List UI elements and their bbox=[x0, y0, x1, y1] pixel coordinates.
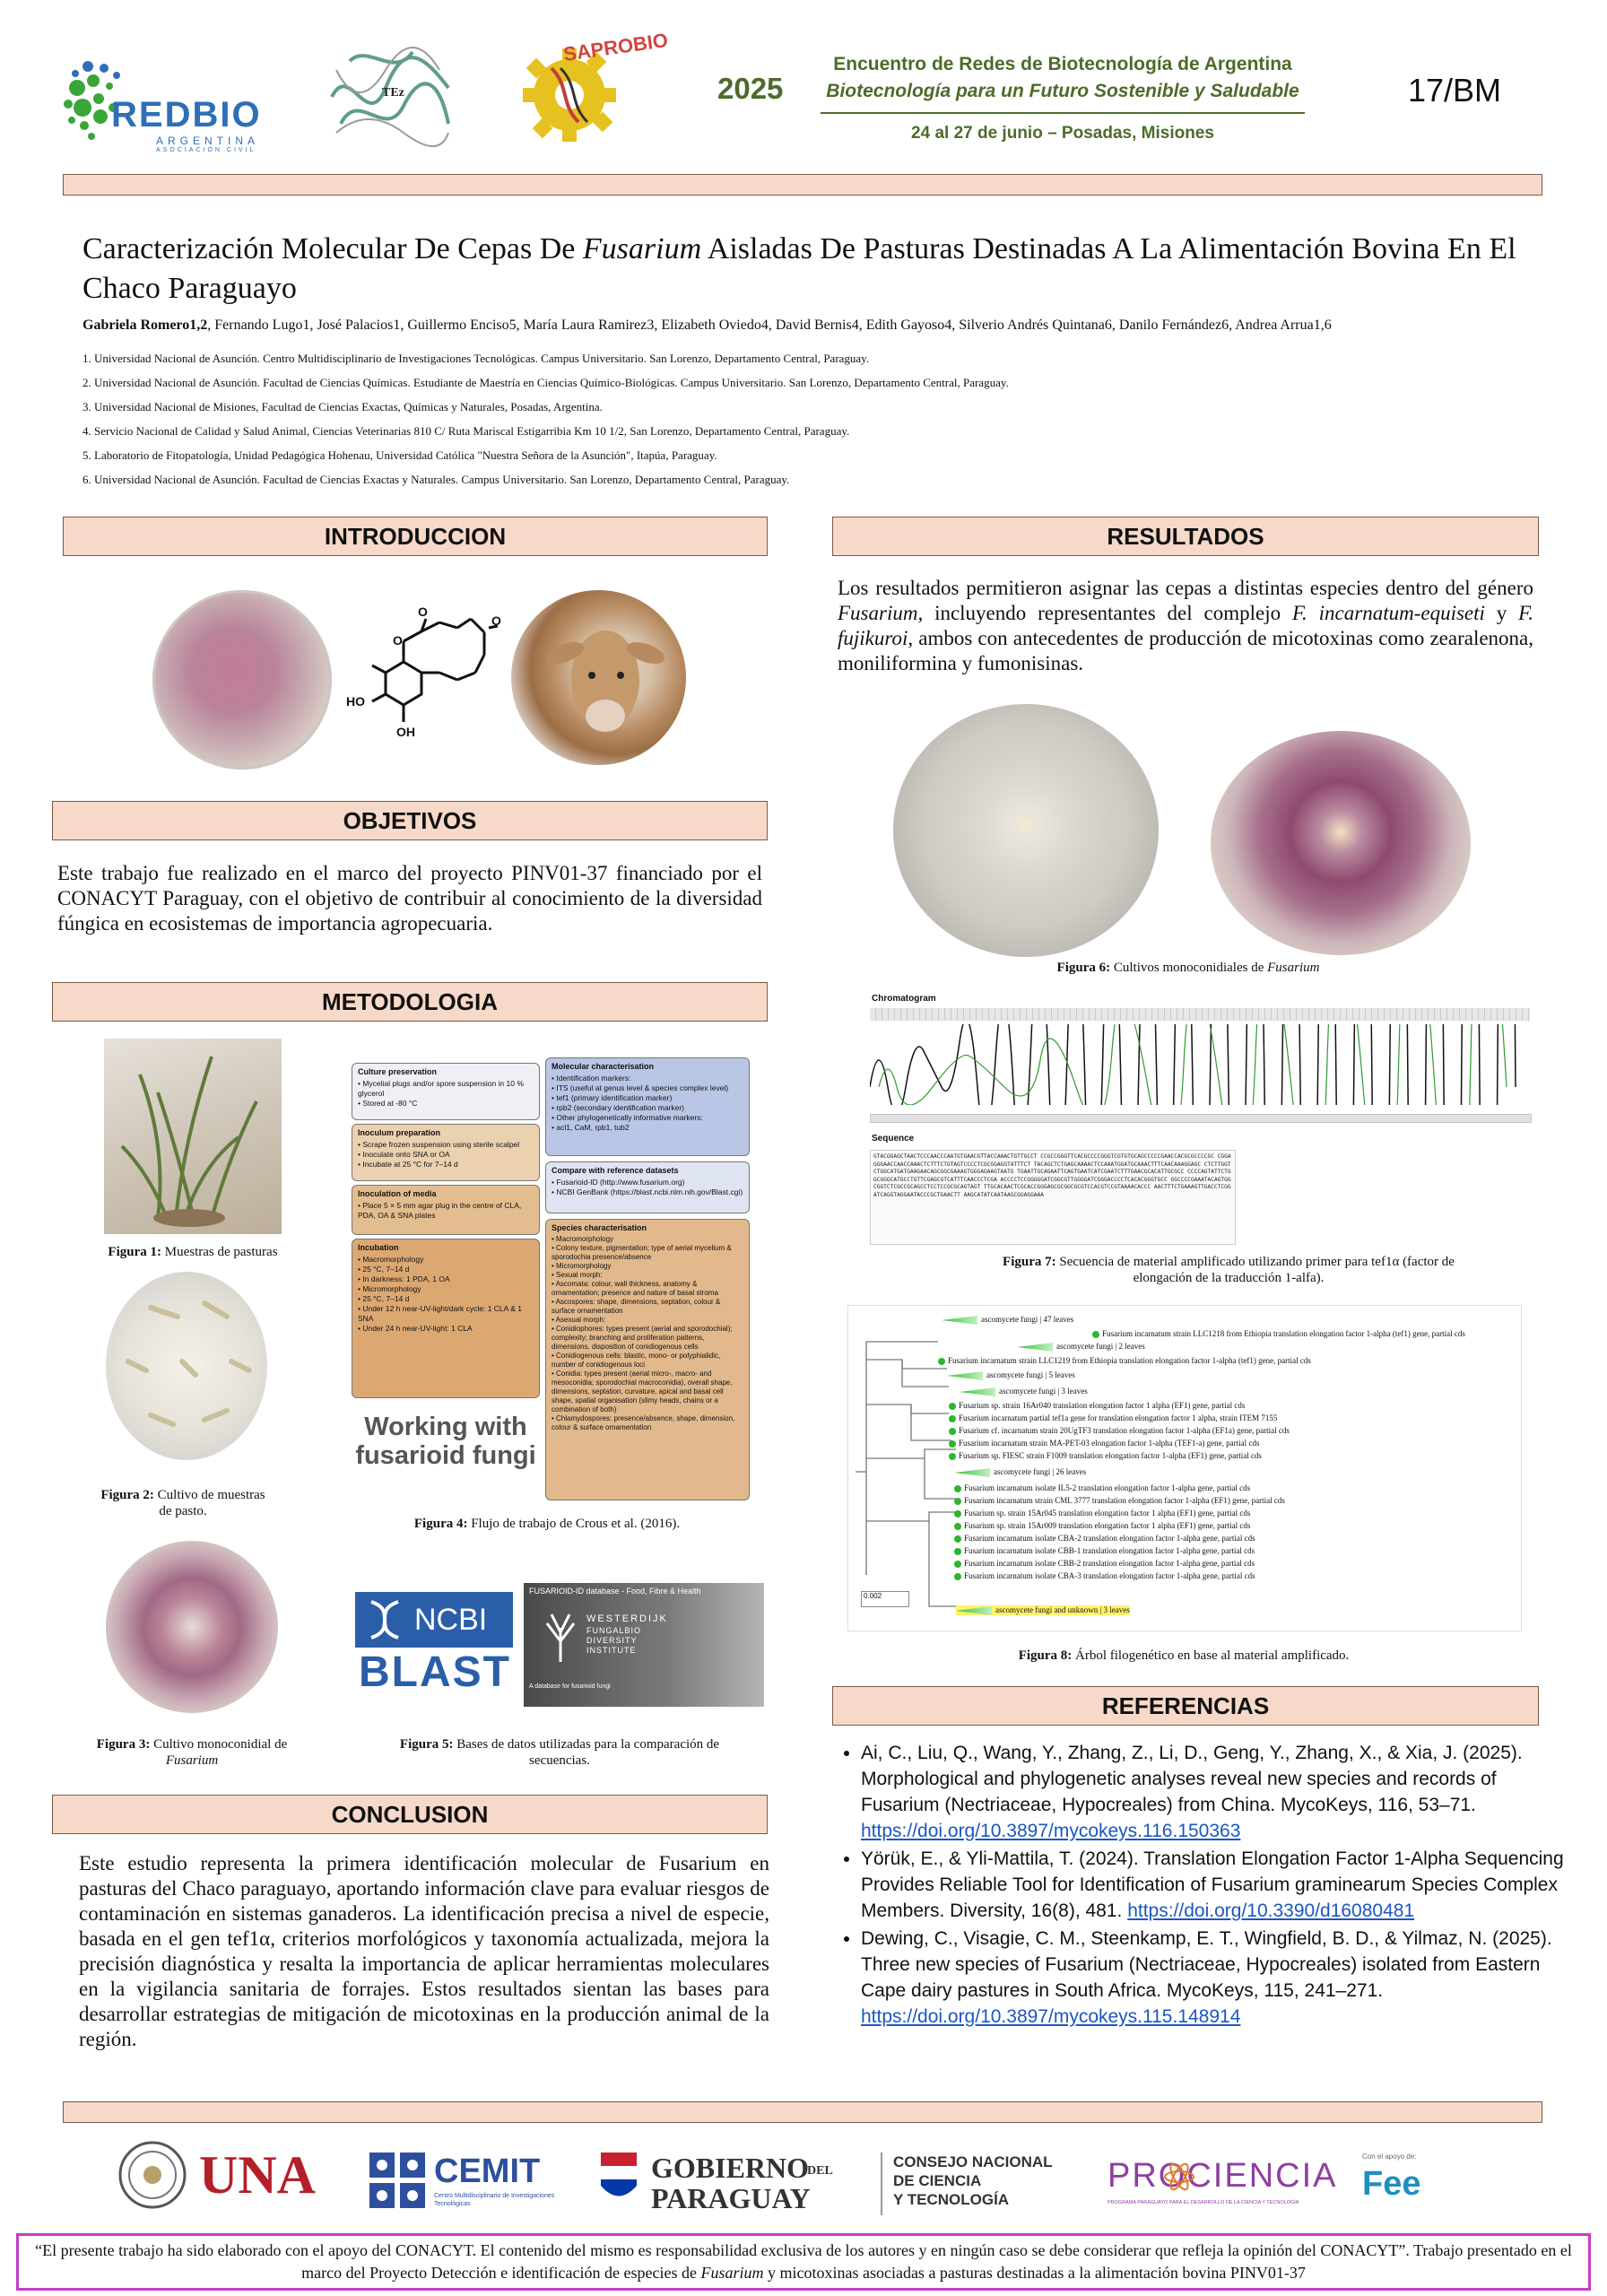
figure-7-chromatogram bbox=[868, 992, 1532, 1247]
gobierno-text: GOBIERNO bbox=[651, 2152, 810, 2184]
flow-species-characterisation: Species characterisation • Macromorphology • Colony texture, pigmentation; type of aerial mycelium & sporodochia presence/absence • Micromorphology • Sexual morph: • Ascomata: colour, wall thickness, anatomy & ornamentation; presence and nature of basal stroma • Ascospores: shape, dimensions, septation, colour & surface ornamentation • Asexual morph: • Conidiophores: types present (aerial and sporodochial); complexity; branching and proliferation patterns, dimensions, disposition of conidiogenous cells • Conidiogenous cells: blastic, mono- or polyphialidic, number of conidiogenous loci • Conidia: types present (aerial micro-, macro- and mesoconidia; sporodochial macroconidia), overall shape, dimensions, septation, curvature, apical and basal cell shape, spatial organisation (slimy heads, chains or a combination of both) • Chlamydospores: presence/absence, shape, dimension, colour & surface ornamentation bbox=[545, 1219, 750, 1500]
redbio-wordmark: REDBIO bbox=[111, 95, 262, 135]
footer-divider bbox=[881, 2152, 882, 2215]
chromatogram-label: Chromatogram bbox=[872, 994, 936, 1004]
westerdijk-text: WESTERDIJK bbox=[586, 1613, 668, 1624]
conacyt-text bbox=[893, 2152, 1090, 2209]
fig3-text: Cultivo monoconidial de bbox=[150, 1737, 288, 1752]
chem-ho: HO bbox=[346, 694, 365, 709]
fig4-text: Flujo de trabajo de Crous et al. (2016). bbox=[467, 1517, 681, 1531]
conacyt-line2: DE CIENCIA bbox=[893, 2172, 982, 2189]
leaf-dot-icon bbox=[954, 1548, 961, 1555]
tree-row-10: Fusarium incarnatum strain MA-PET-03 elongation factor 1-alpha (TEF1-a) gene, partial cds bbox=[949, 1439, 1259, 1448]
affiliation-6: 6. Universidad Nacional de Asunción. Facultad de Ciencias Exactas y Naturales. Campus Universitario. San Lorenzo, Departamento Central, Paraguay. bbox=[83, 473, 790, 486]
reference-1: • Ai, C., Liu, Q., Wang, Y., Zhang, Z., Li, D., Geng, Y., Zhang, X., & Xia, J. (2025). Morphological and phylogenetic analyses reveal new species and records of Fusarium (Nectriaceae, Hypocreales) from China. MycoKeys, 116, 53–71. https://doi.org/10.3897/mycokeys.116.150363 bbox=[861, 1740, 1569, 1844]
figure-6-culture-purple bbox=[1211, 731, 1471, 955]
poster-title bbox=[83, 230, 1544, 309]
grass-icon bbox=[104, 1039, 282, 1234]
collapsed-clade-icon bbox=[942, 1316, 977, 1325]
leaf-dot-icon bbox=[949, 1453, 956, 1460]
co-authors: , Fernando Lugo1, José Palacios1, Guillermo Enciso5, María Laura Ramirez3, Elizabeth Oviedo4, David Bernis4, Edith Gayoso4, Silverio Andrés Quintana6, Danilo Fernández6, Andrea Arrua1,6 bbox=[207, 317, 1332, 333]
affiliations bbox=[83, 348, 1553, 493]
figure-1-pasture-photo bbox=[104, 1039, 282, 1234]
cemit-grid-icon bbox=[369, 2152, 427, 2210]
paraguay-flag-icon bbox=[592, 2148, 646, 2211]
disclaimer-box bbox=[16, 2233, 1591, 2291]
conacyt-line1: CONSEJO NACIONAL bbox=[893, 2153, 1053, 2170]
section-referencias: REFERENCIAS bbox=[832, 1686, 1539, 1726]
flow-incubation: Incubation • Macromorphology • 25 °C, 7–14 d • In darkness: 1 PDA, 1 OA • Micromorphology • 25 °C, 7–14 d • Under 12 h near-UV-light/dark cycle: 1 CLA & 1 SNA • Under 24 h near-UV-light: 1 CLA bbox=[352, 1239, 540, 1398]
chromatogram-scrollbar[interactable] bbox=[870, 1114, 1532, 1123]
tree-row-6: ascomycete fungi | 3 leaves bbox=[960, 1387, 1088, 1396]
leaf-dot-icon bbox=[949, 1428, 956, 1435]
event-title: Encuentro de Redes de Biotecnología de Argentina bbox=[833, 54, 1292, 74]
petri-dish-intro bbox=[152, 590, 332, 770]
fig3-label: Figura 3: bbox=[96, 1737, 151, 1752]
collapsed-clade-icon bbox=[956, 1606, 992, 1615]
references-list bbox=[823, 1740, 1569, 2031]
tree-row-5: ascomycete fungi | 5 leaves bbox=[947, 1370, 1075, 1380]
figure-2-caption bbox=[93, 1487, 273, 1519]
tree-row-19: Fusarium incarnatum isolate CBB-2 translation elongation factor 1-alpha gene, partial cds bbox=[954, 1559, 1255, 1568]
leaf-dot-icon bbox=[954, 1535, 961, 1543]
event-subtitle: Biotecnología para un Futuro Sostenible y Saludable bbox=[826, 81, 1299, 101]
prociencia-text: PROCIENCIA bbox=[1108, 2157, 1338, 2195]
prociencia-sub: PROGRAMA PARAGUAYO PARA EL DESARROLLO DE LA CIENCIA Y TECNOLOGÍA bbox=[1108, 2200, 1299, 2205]
prociencia-logo bbox=[1108, 2157, 1338, 2220]
sequence-label: Sequence bbox=[872, 1134, 915, 1144]
leaf-dot-icon bbox=[949, 1403, 956, 1410]
authors bbox=[83, 316, 1553, 335]
tree-row-3: ascomycete fungi | 2 leaves bbox=[1017, 1342, 1145, 1352]
figure-4-caption bbox=[377, 1516, 717, 1532]
fig8-label: Figura 8: bbox=[1018, 1648, 1073, 1663]
tree-row-8: Fusarium incarnatum partial tef1a gene for translation elongation factor 1 alpha, strain ITEM 7155 bbox=[949, 1413, 1277, 1422]
cow-photo bbox=[511, 590, 686, 765]
tree-row-9: Fusarium cf. incarnatum strain 20UgTF3 translation elongation factor 1-alpha (EF1a) gene, partial cds bbox=[949, 1426, 1290, 1435]
saprobio-logo bbox=[520, 28, 670, 149]
affiliation-2: 2. Universidad Nacional de Asunción. Facultad de Ciencias Químicas. Estudiante de Maestría en Ciencias Químico-Biológicas. Campus Universitario. San Lorenzo, Departamento Central, Paraguay. bbox=[83, 376, 1009, 389]
reference-1-link[interactable]: https://doi.org/10.3897/mycokeys.116.150363 bbox=[861, 1821, 1241, 1841]
leaf-dot-icon bbox=[938, 1358, 945, 1365]
fig2-text: Cultivo de muestras de pasto. bbox=[153, 1488, 265, 1518]
figure-3-caption bbox=[93, 1736, 291, 1769]
grass-fragments-icon bbox=[106, 1272, 267, 1460]
flow-inoculation-media: Inoculation of media • Place 5 × 5 mm agar plug in the centre of CLA, PDA, OA & SNA plates bbox=[352, 1185, 540, 1235]
cemit-sub: Centro Multidisciplinario de Investigaciones Tecnológicas bbox=[434, 2193, 555, 2207]
chem-o-ester: O bbox=[393, 633, 403, 648]
gobierno-del: DEL bbox=[807, 2164, 833, 2178]
leaf-dot-icon bbox=[954, 1561, 961, 1568]
fig7-label: Figura 7: bbox=[1003, 1255, 1056, 1269]
tree-row-13: Fusarium incarnatum isolate IL5-2 translation elongation factor 1-alpha gene, partial cds bbox=[954, 1483, 1250, 1492]
fig8-text: Árbol filogenético en base al material amplificado. bbox=[1072, 1648, 1350, 1663]
title-part2: Aisladas De Pasturas Destinadas A La Alimentación Bovina En El Chaco Paraguayo bbox=[83, 232, 1516, 305]
conclusion-text: Este estudio representa la primera identificación molecular de Fusarium en pasturas del Chaco paraguayo, aportando información clave para evaluar riesgos de contaminación en sistemas ganaderos. La identificación precisa a nivel de especie, basada en el gen tef1α, criterios morfológicos y taxonomía actualizada, mejora la precisión diagnóstica y resalta la importancia de aplicar herramientas moleculares en la vigilancia sanitaria de forrajes. Estos resultados sientan las bases para desarrollar estrategias de mitigación de micotoxinas en la producción animal de la región. bbox=[79, 1852, 769, 2050]
section-metodologia: METODOLOGIA bbox=[52, 982, 768, 1022]
res-a: Los resultados permitieron asignar las cepas a distintas especies dentro del género bbox=[838, 577, 1533, 599]
collapsed-clade-icon bbox=[1017, 1343, 1053, 1352]
ncbi-text: NCBI bbox=[414, 1602, 488, 1637]
fig6-label: Figura 6: bbox=[1056, 961, 1111, 975]
gobierno-logo bbox=[592, 2148, 879, 2220]
chem-oh: OH bbox=[396, 725, 415, 739]
tree-row-7: Fusarium sp. strain 16Ar040 translation elongation factor 1 alpha (EF1) gene, partial cds bbox=[949, 1401, 1245, 1410]
sequence-text: GTACGGAGCTAACTCCCAACCCAATGTGAACGTTACCAAACTGTTGCCT CCGCCGGGTTCACGCCCCGGGTCGTGTGCAGCCCCCGAACCACGCGCCCCGC CGGAGGGAACCAACCAAACTCTTTCTGTAGTCCCCTCGCGGAGGTATTTCT TACAGCTCTGAGCAAAACTCCAAATGGATGCAAACTTTCAACAAAGGAGC CTCTTGGTCTGGCATGATGAAGAACAGCGGCGAAAGTGGGAGAAGTAATG TGAATTGCAGAATTCAGTGAATCATCGAATCTTTGAACGCACATTGCGCC CCCCAGTATTCTGGCGGGCATGCCTGTTCGAGCGTCATTTCAACCCTCGA ACCCCTCCGGGGGATCGGCGTTGGGGATCGGGACCCCTCACACGGGTGCC GGCCCCGAAATACAGTGGCGGTCTCGCCGCAGCCTCCTCCGCGCAGTAGT TTGCACAACTCGCACCGGGAGCGCGGCGCGTCCACGTCCGTAAAACACCC AACTTTCTGAAAGTTGACCTCGGATCAGGTAGGAATACCCGCTGAACTT AAGCATATCAATAAGCGGAGGAAA bbox=[873, 1153, 1231, 1198]
poster-id: 17/BM bbox=[1408, 72, 1502, 109]
flow-compare: Compare with reference datasets • Fusarioid-ID (http://www.fusarium.org) • NCBI GenBank (https://blast.ncbi.nlm.nih.gov/Blast.cgi) bbox=[545, 1161, 750, 1213]
section-conclusion: CONCLUSION bbox=[52, 1795, 768, 1834]
objetivos-text: Este trabajo fue realizado en el marco del proyecto PINV01-37 financiado por el CONACYT Paraguay, con el objetivo de contribuir al conocimiento de la diversidad fúngica en ecosistemas de importancia agropecuaria. bbox=[57, 862, 762, 935]
zearalenone-structure bbox=[341, 601, 502, 753]
fusarioid-sub: A database for fusarioid fungi bbox=[529, 1683, 611, 1690]
header-band bbox=[63, 174, 1542, 196]
dna-icon bbox=[362, 1597, 407, 1642]
reference-2-link[interactable]: https://doi.org/10.3390/d16080481 bbox=[1127, 1900, 1415, 1921]
flow-culture-preservation: Culture preservation • Mycelial plugs and/or spore suspension in 10 % glycerol • Stored at -80 °C bbox=[352, 1063, 540, 1120]
una-text: UNA bbox=[199, 2145, 316, 2205]
figure-6-culture-white bbox=[893, 704, 1159, 957]
cemit-logo bbox=[369, 2152, 585, 2215]
tree-branches-icon bbox=[848, 1306, 965, 1631]
reference-3-link[interactable]: https://doi.org/10.3897/mycokeys.115.148914 bbox=[861, 2006, 1241, 2027]
res-i2: F. incarnatum-equiseti bbox=[1291, 602, 1485, 624]
flow-inoculum-preparation: Inoculum preparation • Scrape frozen suspension using sterile scalpel • Inoculate onto SNA or OA • Incubate at 25 °C for 7–14 d bbox=[352, 1124, 540, 1181]
leaf-dot-icon bbox=[1092, 1331, 1099, 1338]
res-d: , ambos con antecedentes de producción de micotoxinas como zearalenona, moniliformina y fumonisinas. bbox=[838, 627, 1533, 674]
tree-row-15: Fusarium sp. strain 15Ar045 translation elongation factor 1 alpha (EF1) gene, partial cds bbox=[954, 1509, 1250, 1518]
tree-row-21: ascomycete fungi and unknown | 3 leaves bbox=[956, 1605, 1130, 1615]
title-italic: Fusarium bbox=[582, 232, 702, 265]
leaf-dot-icon bbox=[949, 1440, 956, 1448]
fee-text: Fee bbox=[1362, 2165, 1421, 2203]
flow-molecular: Molecular characterisation • Identification markers: • ITS (useful at genus level & species complex level) • tef1 (primary identification marker) • rpb2 (secondary identification marker) • Other phylogenetically informative markers: • acl1, CaM, rpb1, tub2 bbox=[545, 1057, 750, 1156]
collapsed-clade-icon bbox=[960, 1387, 995, 1396]
fig6-italic: Fusarium bbox=[1267, 961, 1320, 975]
chem-o-ketone: O bbox=[491, 613, 501, 628]
affiliation-4: 4. Servicio Nacional de Calidad y Salud Animal, Ciencias Veterinarias 810 C/ Ruta Mariscal Estigarribia Km 10 1/2, San Lorenzo, Departamento Central, Paraguay. bbox=[83, 424, 850, 438]
res-i3: F. fujikuroi bbox=[838, 602, 1533, 649]
section-resultados: RESULTADOS bbox=[832, 517, 1539, 556]
tree-row-1: ascomycete fungi | 47 leaves bbox=[942, 1315, 1073, 1325]
chromatogram-trace-icon bbox=[870, 1024, 1530, 1105]
tez-protein-logo bbox=[323, 34, 457, 151]
atom-icon bbox=[1163, 2161, 1195, 2193]
res-c: y bbox=[1484, 602, 1519, 624]
event-dates: 24 al 27 de junio – Posadas, Misiones bbox=[911, 124, 1214, 143]
tree-row-12: ascomycete fungi | 26 leaves bbox=[954, 1467, 1086, 1477]
fusarioid-db-logo bbox=[524, 1583, 764, 1707]
paraguay-text: PARAGUAY bbox=[651, 2182, 811, 2214]
figure-8-caption bbox=[933, 1648, 1435, 1664]
una-logo bbox=[117, 2139, 359, 2220]
leaf-dot-icon bbox=[954, 1523, 961, 1530]
res-i1: Fusarium bbox=[838, 602, 918, 624]
affiliation-5: 5. Laboratorio de Fitopatología, Unidad Pedagógica Hohenau, Universidad Católica "Nuestra Señora de la Asunción", Itapúa, Paraguay. bbox=[83, 448, 717, 462]
event-divider bbox=[821, 112, 1305, 114]
leaf-dot-icon bbox=[949, 1415, 956, 1422]
reference-2: • Yörük, E., & Yli-Mattila, T. (2024). Translation Elongation Factor 1-Alpha Sequencing Provides Reliable Tool for Identification of Fusarium graminearum Species Complex Members. Diversity, 16(8), 481. https://doi.org/10.3390/d16080481 bbox=[861, 1846, 1569, 1924]
tez-label: TEz bbox=[382, 86, 404, 100]
title-part1: Caracterización Molecular De Cepas De bbox=[83, 232, 583, 265]
sequence-box bbox=[870, 1150, 1236, 1245]
disclaimer-italic: Fusarium bbox=[700, 2264, 764, 2282]
affiliation-1: 1. Universidad Nacional de Asunción. Centro Multidisciplinario de Investigaciones Tecnológicas. Campus Universitario. San Lorenzo, Departamento Central, Paraguay. bbox=[83, 352, 870, 365]
fig3-italic: Fusarium bbox=[165, 1753, 219, 1768]
tree-row-20: Fusarium incarnatum isolate CBA-3 translation elongation factor 1-alpha gene, partial cds bbox=[954, 1571, 1255, 1580]
chem-o-carbonyl: O bbox=[418, 604, 428, 619]
cow-icon bbox=[511, 590, 686, 765]
fig5-text: Bases de datos utilizadas para la comparación de secuencias. bbox=[453, 1737, 720, 1768]
figure-5-caption bbox=[371, 1736, 748, 1769]
tree-row-11: Fusarium sp. FIESC strain F1009 translation elongation factor 1-alpha (EF1) gene, partial cds bbox=[949, 1451, 1262, 1460]
redbio-assoc: ASOCIACIÓN CIVIL bbox=[156, 147, 256, 153]
working-with-fusarioid: Working with fusarioid fungi bbox=[355, 1413, 536, 1470]
tree-row-14: Fusarium incarnatum strain CML 3777 translation elongation factor 1-alpha (EF1) gene, partial cds bbox=[954, 1496, 1285, 1505]
figure-8-phylogenetic-tree bbox=[847, 1305, 1522, 1631]
tree-row-18: Fusarium incarnatum isolate CBB-1 translation elongation factor 1-alpha gene, partial cds bbox=[954, 1546, 1255, 1555]
fee-logo bbox=[1359, 2152, 1430, 2215]
fungal-bio-text: FUNGALBIO DIVERSITY INSTITUTE bbox=[586, 1626, 642, 1655]
res-b: , incluyendo representantes del complejo bbox=[917, 602, 1292, 624]
collapsed-clade-icon bbox=[947, 1371, 983, 1380]
chromatogram-ruler bbox=[870, 1008, 1530, 1021]
first-author: Gabriela Romero1,2 bbox=[83, 317, 208, 333]
redbio-country: ARGENTINA bbox=[156, 135, 260, 147]
tree-row-16: Fusarium sp. strain 15Ar009 translation elongation factor 1 alpha (EF1) gene, partial cds bbox=[954, 1521, 1250, 1530]
fig7-text: Secuencia de material amplificado utilizando primer para tef1α (factor de elongación de la traducción 1-alfa). bbox=[1055, 1255, 1455, 1285]
tree-row-4: Fusarium incarnatum strain LLC1219 from Ethiopia translation elongation factor 1-alpha (tef1) gene, partial cds bbox=[938, 1356, 1311, 1365]
figure-2-petri-culture bbox=[106, 1272, 267, 1460]
figure-1-caption bbox=[72, 1244, 314, 1260]
figure-7-caption bbox=[986, 1254, 1471, 1286]
ncbi-banner bbox=[355, 1592, 513, 1648]
fig4-label: Figura 4: bbox=[413, 1517, 468, 1531]
una-seal-icon bbox=[117, 2139, 188, 2211]
fig6-text: Cultivos monoconidiales de bbox=[1110, 961, 1268, 975]
tree-scale-bar: 0.002 bbox=[861, 1591, 909, 1607]
leaf-dot-icon bbox=[954, 1510, 961, 1518]
tree-icon bbox=[538, 1610, 583, 1664]
event-year: 2025 bbox=[717, 72, 784, 105]
figure-6-caption bbox=[969, 960, 1408, 976]
conacyt-line3: Y TECNOLOGÍA bbox=[893, 2191, 1010, 2208]
figure-3-monoconidial bbox=[106, 1541, 278, 1713]
leaf-dot-icon bbox=[954, 1573, 961, 1580]
affiliation-3: 3. Universidad Nacional de Misiones, Facultad de Ciencias Exactas, Químicas y Naturales, Posadas, Argentina. bbox=[83, 400, 603, 413]
cemit-text: CEMIT bbox=[434, 2152, 541, 2190]
tree-row-2: Fusarium incarnatum strain LLC1218 from Ethiopia translation elongation factor 1-alpha (tef1) gene, partial cds bbox=[1092, 1329, 1465, 1338]
fee-top: Con el apoyo de: bbox=[1362, 2152, 1417, 2161]
fig2-label: Figura 2: bbox=[100, 1488, 154, 1502]
leaf-dot-icon bbox=[954, 1485, 961, 1492]
footer-band bbox=[63, 2101, 1542, 2123]
collapsed-clade-icon bbox=[954, 1468, 990, 1477]
fig5-label: Figura 5: bbox=[399, 1737, 454, 1752]
section-introduccion: INTRODUCCION bbox=[63, 517, 768, 556]
redbio-logo bbox=[57, 36, 291, 152]
chemical-structure-icon bbox=[341, 601, 502, 753]
resultados-text bbox=[838, 576, 1533, 676]
fusarioid-header: FUSARIOID-ID database - Food, Fibre & Health bbox=[529, 1587, 701, 1596]
figure-4-flowchart bbox=[344, 1054, 753, 1504]
section-objetivos: OBJETIVOS bbox=[52, 801, 768, 840]
ncbi-blast-logo bbox=[355, 1592, 513, 1701]
fig1-label: Figura 1: bbox=[108, 1245, 161, 1259]
fig1-text: Muestras de pasturas bbox=[161, 1245, 278, 1259]
tree-row-17: Fusarium incarnatum isolate CBA-2 translation elongation factor 1-alpha gene, partial cds bbox=[954, 1534, 1255, 1543]
reference-3: • Dewing, C., Visagie, C. M., Steenkamp, E. T., Wingfield, B. D., & Yilmaz, N. (2025). Three new species of Fusarium (Nectriaceae, Hypocreales) isolated from Eastern Cape dairy pastures in South Africa. MycoKeys, 115, 241–271. https://doi.org/10.3897/mycokeys.115.148914 bbox=[861, 1926, 1569, 2030]
saprobio-wordmark: SAPROBIO bbox=[561, 28, 670, 66]
disclaimer-b: y micotoxinas asociadas a pasturas destinadas a la alimentación bovina PINV01-37 bbox=[763, 2264, 1306, 2282]
blast-text: BLAST bbox=[359, 1648, 511, 1696]
disclaimer-a: “El presente trabajo ha sido elaborado con el apoyo del CONACYT. El contenido del mismo es responsabilidad exclusiva de los autores y en ningún caso se debe considerar que refleja la opinión del CONACYT”. Trabajo presentado en el marco del Proyecto Detección e identificación de especies de bbox=[35, 2241, 1572, 2282]
leaf-dot-icon bbox=[954, 1498, 961, 1505]
